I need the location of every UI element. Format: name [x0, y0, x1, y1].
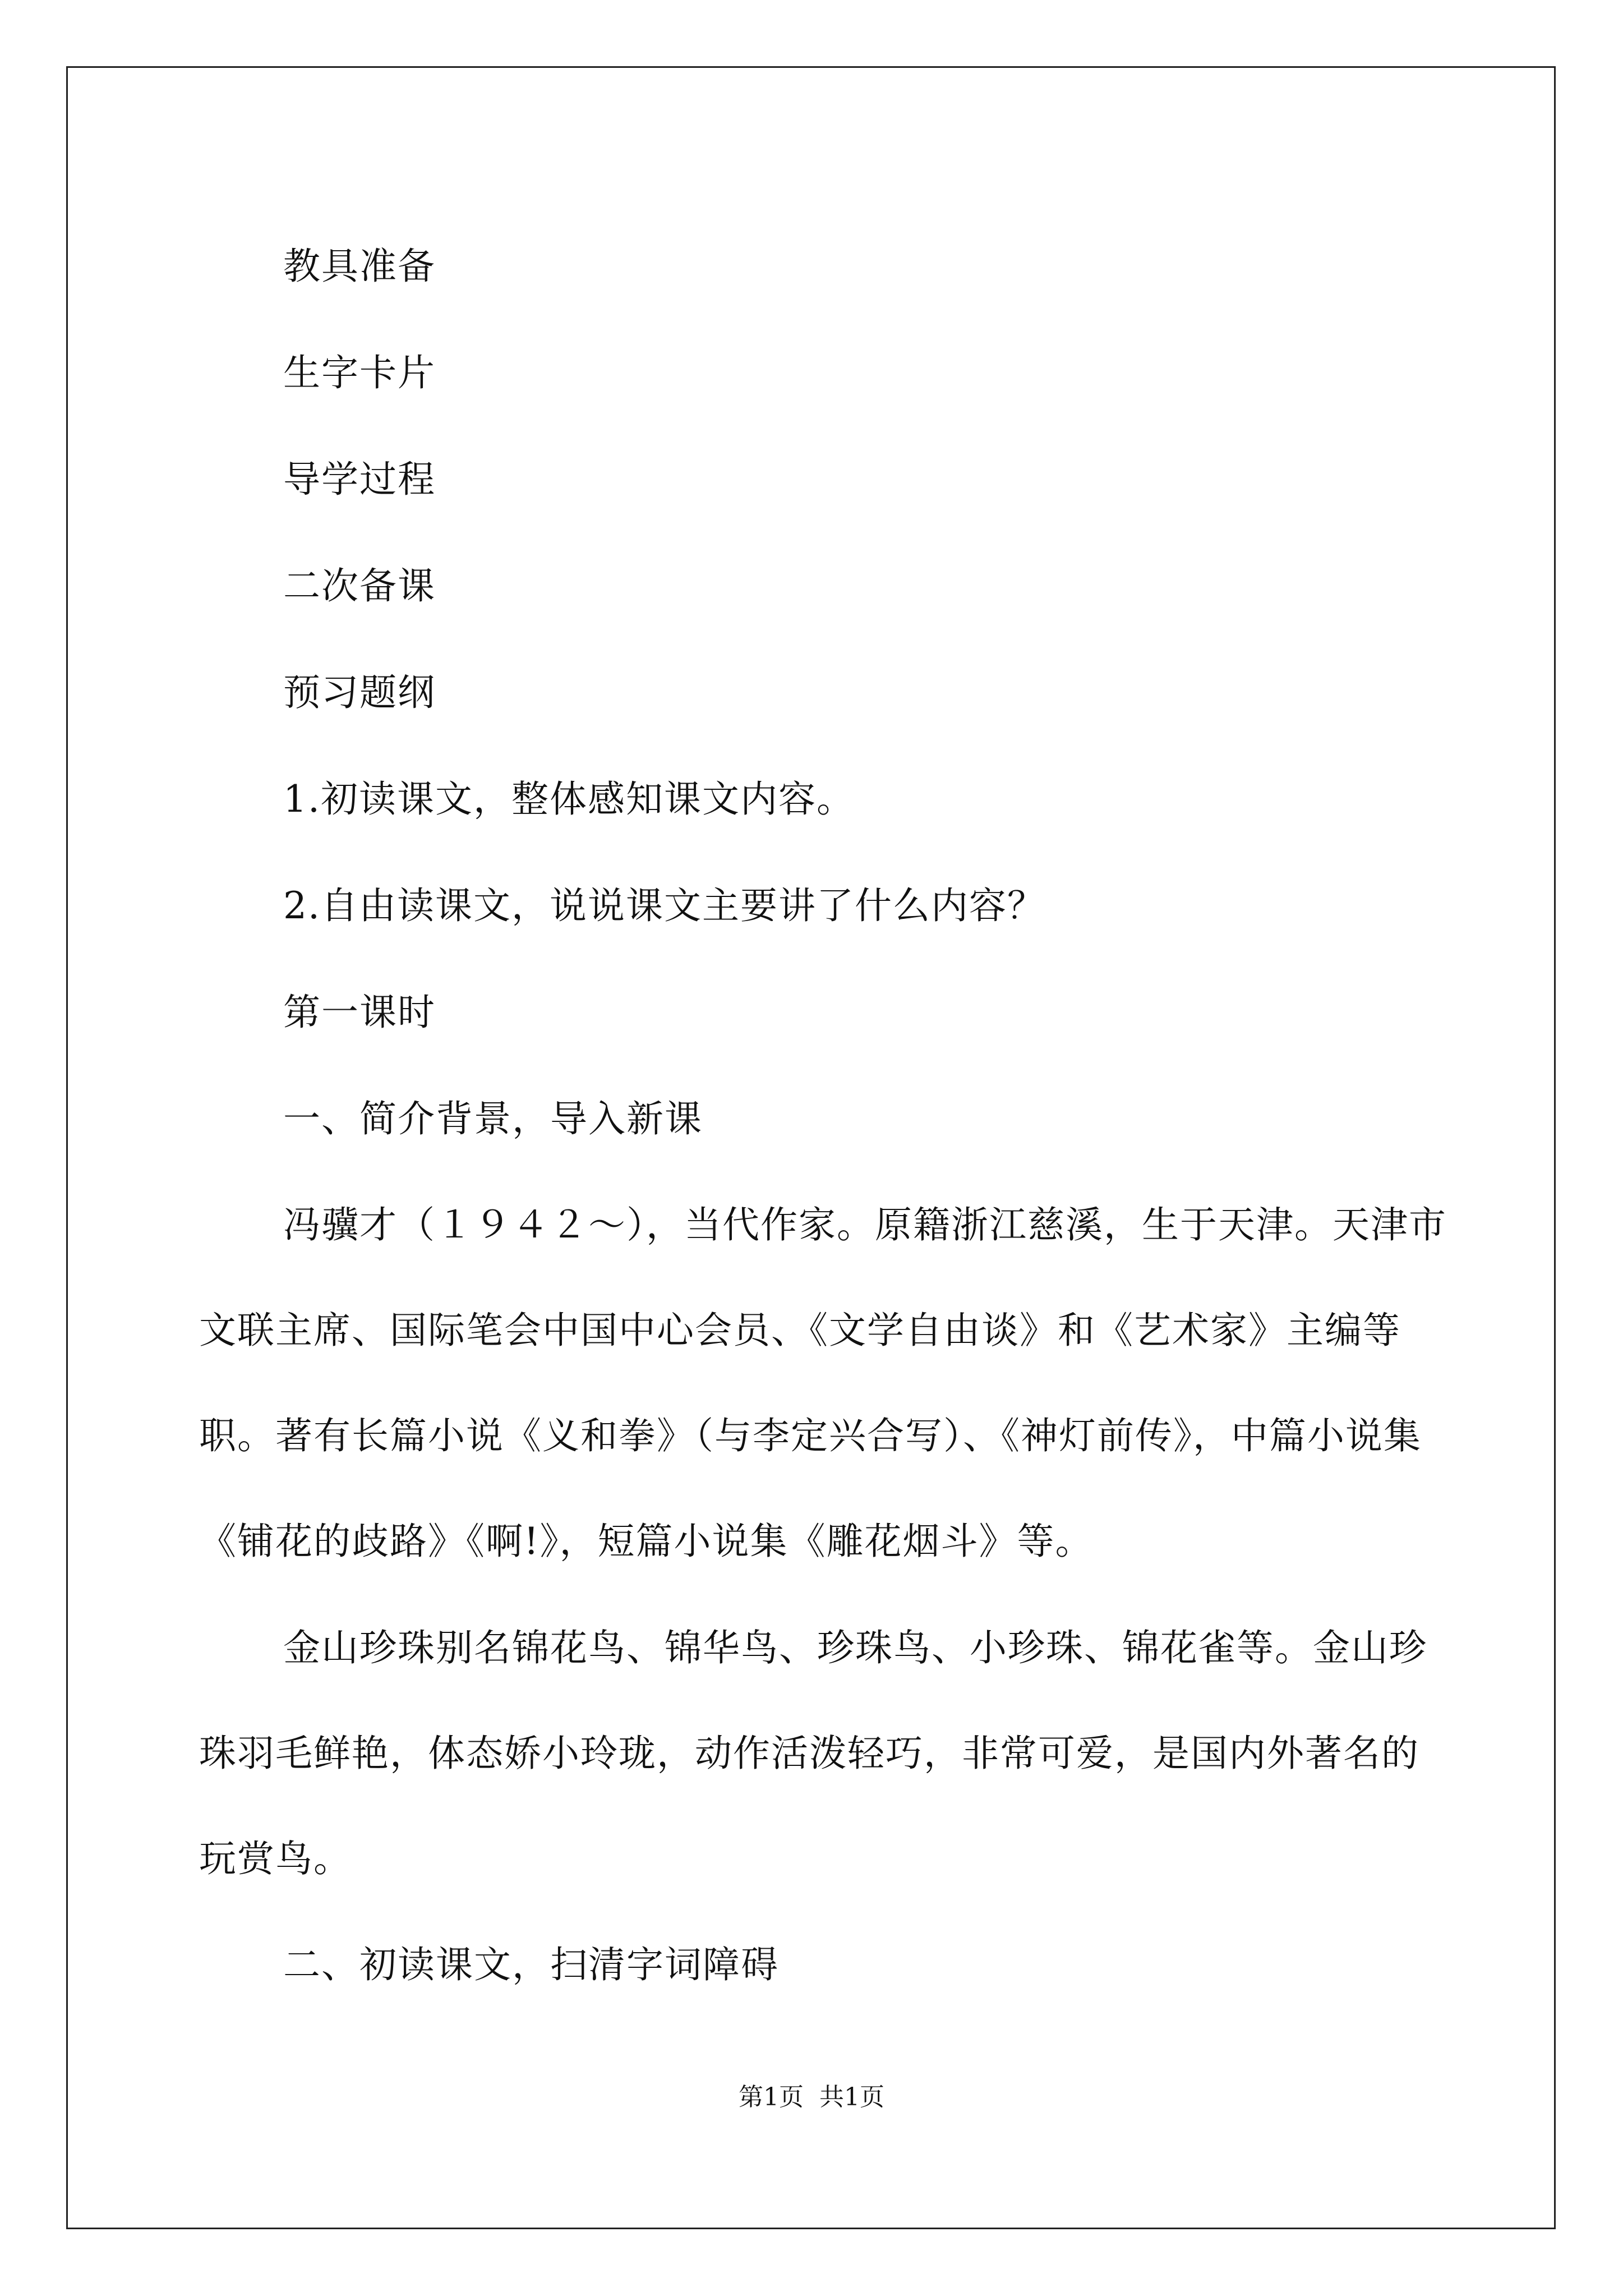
- heading-teaching-aids: 教具准备: [283, 245, 436, 288]
- heading-first-lesson: 第一课时: [283, 991, 436, 1034]
- page-number: 第1页: [739, 2083, 804, 2111]
- paragraph-bird-intro: 金山珍珠别名锦花鸟、锦华鸟、珍珠鸟、小珍珠、锦花雀等。金山珍珠羽毛鲜艳，体态娇小玲珑，动作活泼轻巧，非常可爱，是国内外著名的玩赏鸟。: [199, 1626, 1427, 1880]
- document-body: [199, 213, 1455, 2018]
- heading-guided-process: 导学过程: [283, 458, 436, 501]
- page-footer: [0, 2077, 1623, 2113]
- page-total: 共1页: [819, 2083, 884, 2111]
- section-two-title: 二、初读课文，扫清字词障碍: [283, 1943, 779, 1986]
- preview-item-2: 2.自由读课文，说说课文主要讲了什么内容？: [283, 884, 1045, 927]
- text-word-cards: 生字卡片: [283, 351, 436, 394]
- paragraph-author-intro: 冯骥才（１９４２～），当代作家。原籍浙江慈溪，生于天津。天津市文联主席、国际笔会中国中心会员、《文学自由谈》和《艺术家》主编等职。著有长篇小说《义和拳》（与李定兴合写）、《神灯前传》，中篇小说集《铺花的歧路》《啊!》，短篇小说集《雕花烟斗》等。: [199, 1203, 1447, 1563]
- section-one-title: 一、简介背景，导入新课: [283, 1097, 703, 1140]
- heading-preview-outline: 预习题纲: [283, 671, 436, 714]
- heading-second-prep: 二次备课: [283, 564, 436, 608]
- preview-item-1: 1.初读课文，整体感知课文内容。: [283, 777, 855, 821]
